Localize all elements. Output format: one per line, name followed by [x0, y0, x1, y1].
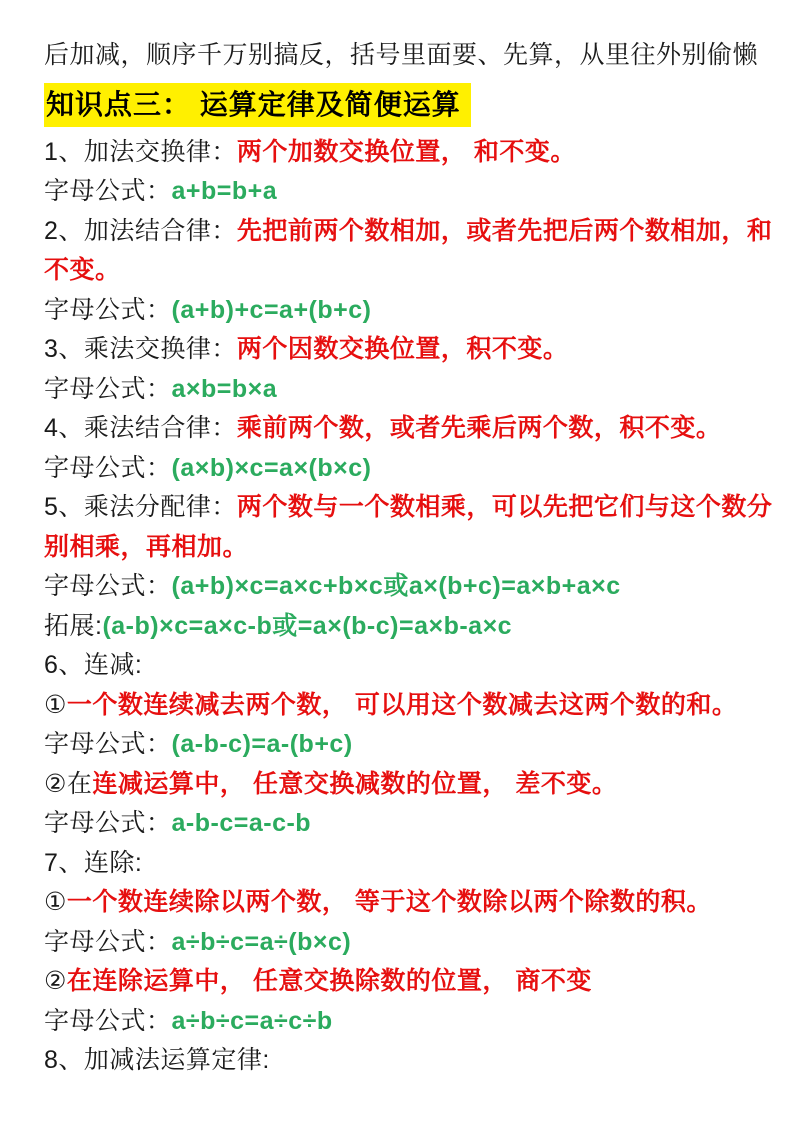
formula-text: (a-b)×c=a×c-b或=a×(b-c)=a×b-a×c: [102, 611, 513, 640]
label-text: 7、连除:: [44, 848, 143, 877]
formula-text: (a×b)×c=a×(b×c): [171, 453, 372, 482]
formula-text: (a-b-c)=a-(b+c): [171, 730, 353, 758]
rule-description-text: 两个数与一个数相乘，可以先把它们与这个数分: [236, 493, 773, 521]
label-text: 字母公式：: [44, 809, 172, 837]
rule-description-text: 先把前两个数相加，或者先把后两个数相加，和: [236, 216, 773, 245]
rule-6-serial-subtraction: [44, 646, 773, 686]
label-text: 4、乘法结合律：: [44, 414, 237, 442]
label-text: ②在: [44, 769, 93, 798]
label-text: 字母公式：: [44, 177, 172, 205]
formula-distributive: [44, 567, 773, 607]
label-text: 1、加法交换律：: [44, 137, 237, 166]
label-text: 字母公式：: [44, 730, 172, 758]
formula-text: (a+b)×c=a×c+b×c或a×(b+c)=a×b+a×c: [171, 572, 621, 600]
label-text: 后加减，顺序千万别搞反，括号里面要、先算，从里往外别偷懒: [44, 41, 759, 69]
rule-description-text: 两个因数交换位置，积不变。: [236, 335, 569, 363]
rule-7-serial-division: [44, 844, 773, 884]
formula-serial-division-1: [44, 923, 773, 963]
rule-8-add-subtract-laws: [44, 1041, 773, 1081]
rule-description-text: 别相乘，再相加。: [44, 532, 249, 561]
rule-3-multiplication-commutative: [44, 330, 773, 370]
formula-text: a÷b÷c=a÷c÷b: [171, 1006, 333, 1035]
rule-4-multiplication-associative: [44, 409, 773, 449]
formula-addition-associative: [44, 291, 773, 331]
rule-description-text: 两个加数交换位置， 和不变。: [236, 137, 576, 166]
rule-1-addition-commutative: [44, 133, 773, 173]
label-text: 字母公式：: [44, 453, 172, 482]
label-text: ①: [44, 690, 67, 719]
formula-text: a-b-c=a-c-b: [171, 809, 312, 837]
formula-text: a+b=b+a: [171, 177, 278, 205]
rule-2-addition-associative: [44, 212, 773, 252]
intro-line: [44, 36, 773, 76]
rule-6-point-1: [44, 686, 773, 726]
rule-description-text: 在连除运算中， 任意交换除数的位置， 商不变: [66, 967, 592, 995]
label-text: 6、连减:: [44, 651, 143, 679]
label-text: 字母公式：: [44, 374, 172, 403]
formula-text: a×b=b×a: [171, 374, 278, 403]
formula-serial-division-2: [44, 1002, 773, 1042]
section-title-text: 知识点三： 运算定律及简便运算: [44, 83, 471, 127]
label-text: 字母公式：: [44, 572, 172, 600]
rule-5-distributive-cont: [44, 528, 773, 568]
rule-5-distributive: [44, 488, 773, 528]
rule-description-text: 一个数连续除以两个数， 等于这个数除以两个除数的积。: [66, 888, 712, 916]
formula-serial-subtraction-2: [44, 804, 773, 844]
formula-text: a÷b÷c=a÷(b×c): [171, 927, 352, 956]
label-text: 3、乘法交换律：: [44, 335, 237, 363]
formula-multiplication-commutative: [44, 370, 773, 410]
label-text: ①: [44, 888, 67, 916]
rule-6-point-2: [44, 765, 773, 805]
formula-serial-subtraction-1: [44, 725, 773, 765]
label-text: ②: [44, 967, 67, 995]
formula-distributive-extension: [44, 607, 773, 647]
rule-2-addition-associative-cont: [44, 251, 773, 291]
label-text: 字母公式：: [44, 295, 172, 324]
label-text: 5、乘法分配律：: [44, 493, 237, 521]
section-title: [44, 82, 773, 129]
label-text: 字母公式：: [44, 1006, 172, 1035]
formula-text: (a+b)+c=a+(b+c): [171, 295, 372, 324]
rule-description-text: 连减运算中， 任意交换减数的位置， 差不变。: [92, 769, 618, 798]
formula-multiplication-associative: [44, 449, 773, 489]
rule-description-text: 乘前两个数，或者先乘后两个数，积不变。: [236, 414, 722, 442]
label-text: 拓展:: [44, 611, 103, 640]
label-text: 8、加减法运算定律:: [44, 1046, 270, 1074]
formula-addition-commutative: [44, 172, 773, 212]
document-body: [44, 36, 773, 1081]
rule-7-point-2: [44, 962, 773, 1002]
rule-description-text: 不变。: [44, 256, 121, 284]
label-text: 字母公式：: [44, 927, 172, 956]
label-text: 2、加法结合律：: [44, 216, 237, 245]
rule-description-text: 一个数连续减去两个数， 可以用这个数减去这两个数的和。: [66, 690, 738, 719]
rule-7-point-1: [44, 883, 773, 923]
